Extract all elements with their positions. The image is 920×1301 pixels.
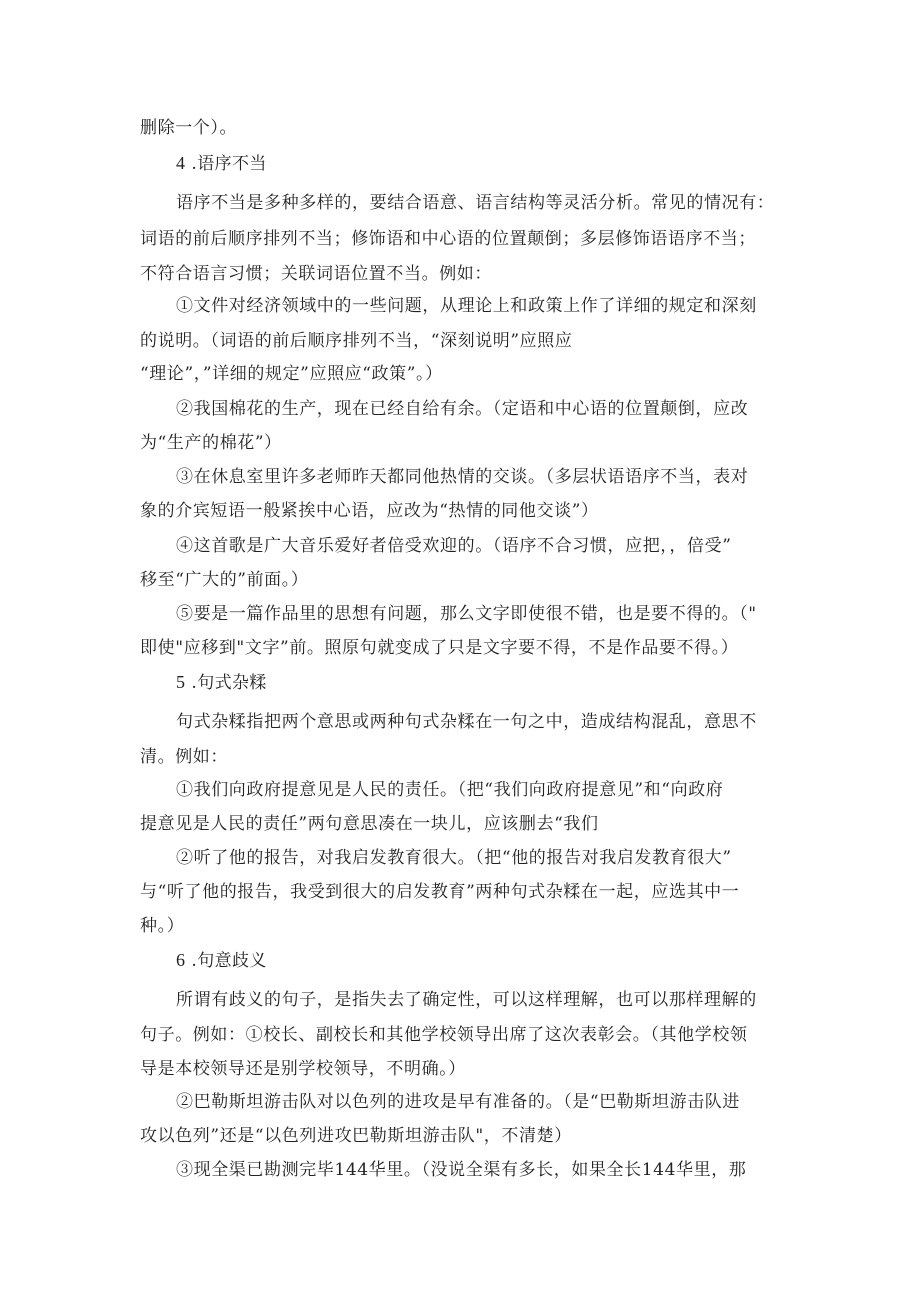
example-line: 提意见是人民的责任”两句意思凑在一块儿，应该删去“我们 [140, 814, 599, 834]
paragraph-line: 清。例如： [140, 747, 228, 767]
section-title: .句意歧义 [191, 951, 267, 971]
section-number: 4 [176, 153, 186, 173]
section-heading-4 [176, 152, 267, 175]
example-line: ⑤要是一篇作品里的思想有问题，那么文字即使很不错，也是要不得的。（" [176, 604, 757, 624]
section-number: 6 [176, 950, 186, 970]
paragraph-line: 不符合语言习惯；关联词语位置不当。例如： [140, 264, 492, 284]
example-line: ②听了他的报告，对我启发教育很大。（把“他的报告对我启发教育很大” [176, 848, 732, 868]
section-heading-6 [176, 949, 267, 972]
paragraph-line: 句子。例如：①校长、副校长和其他学校领导出席了这次表彰会。（其他学校领 [140, 1025, 748, 1045]
paragraph-line: 所谓有歧义的句子，是指失去了确定性，可以这样理解，也可以那样理解的 [176, 990, 757, 1010]
section-title: .语序不当 [191, 154, 267, 174]
section-heading-5 [176, 671, 267, 694]
example-line: ③在休息室里许多老师昨天都同他热情的交谈。（多层状语语序不当，表对 [176, 467, 749, 487]
example-line: ④这首歌是广大音乐爱好者倍受欢迎的。（语序不合习惯，应把，，倍受” [176, 536, 732, 556]
example-line: 象的介宾短语一般紧挨中心语，应改为“热情的同他交谈”） [140, 501, 599, 521]
example-line: 即使"应移到"文字”前。照原句就变成了只是文字要不得，不是作品要不得。） [140, 638, 739, 658]
example-line: ①我们向政府提意见是人民的责任。（把“我们向政府提意见”和“向政府 [176, 780, 724, 800]
example-line: “理论”，”详细的规定”应照应“政策”。） [140, 364, 443, 384]
example-line: ②我国棉花的生产，现在已经自给有余。（定语和中心语的位置颠倒，应改 [176, 399, 749, 419]
paragraph-line: 句式杂糅指把两个意思或两种句式杂糅在一句之中，造成结构混乱，意思不 [176, 712, 757, 732]
section-number: 5 [176, 672, 186, 692]
example-line: ②巴勒斯坦游击队对以色列的进攻是早有准备的。（是“巴勒斯坦游击队进 [176, 1092, 740, 1112]
paragraph-line: 词语的前后顺序排列不当；修饰语和中心语的位置颠倒；多层修饰语语序不当； [140, 229, 756, 249]
text-line: 删除一个）。 [140, 118, 238, 138]
example-line: 种。） [140, 916, 185, 936]
example-line: ③现全渠已勘测完毕144华里。（没说全渠有多长，如果全长144华里，那 [176, 1160, 747, 1180]
example-line: 的说明。（词语的前后顺序排列不当，“深刻说明”应照应 [140, 331, 573, 351]
paragraph-line: 导是本校领导还是别学校领导，不明确。） [140, 1059, 466, 1079]
example-line: 移至“广大的”前面。） [140, 570, 309, 590]
example-line: 为“生产的棉花”） [140, 433, 282, 453]
section-title: .句式杂糅 [191, 673, 267, 693]
example-line: 攻以色列”还是“以色列进攻巴勒斯坦游击队"，不清楚） [140, 1126, 572, 1146]
example-line: 与“听了他的报告，我受到很大的启发教育”两种句式杂糅在一起，应选其中一 [140, 882, 740, 902]
paragraph-line: 语序不当是多种多样的，要结合语意、语言结构等灵活分析。常见的情况有： [176, 193, 775, 213]
example-line: ①文件对经济领域中的一些问题，从理论上和政策上作了详细的规定和深刻 [176, 296, 757, 316]
